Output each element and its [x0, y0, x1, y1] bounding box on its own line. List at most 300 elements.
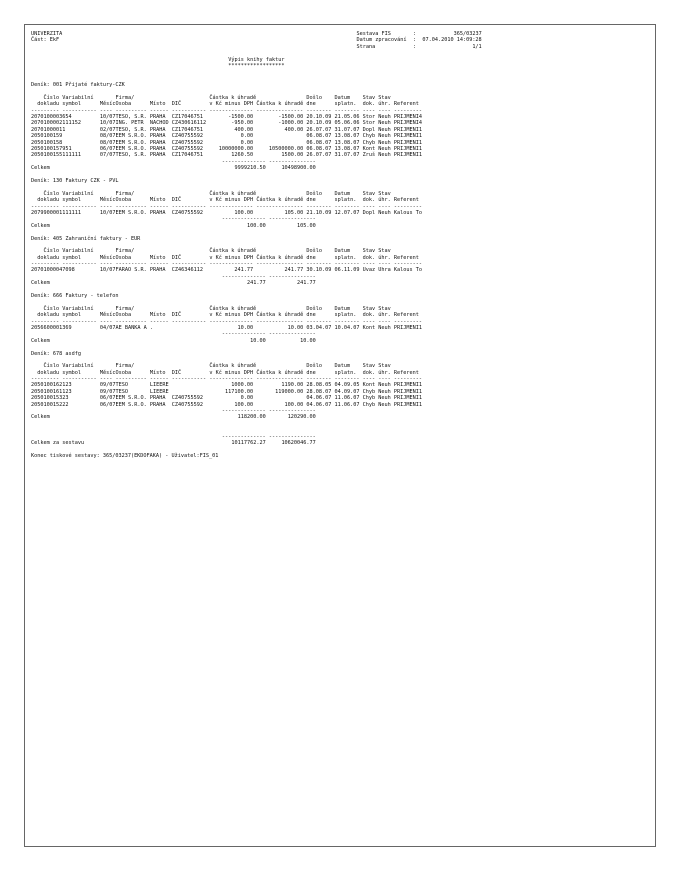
table-cell: -950.00 — [231, 120, 254, 127]
column-header: Částka k úhradě — [209, 305, 257, 312]
column-header: Místo — [149, 312, 166, 319]
rule-segment: -------- — [334, 318, 360, 325]
rule-segment: ---- — [362, 203, 376, 210]
table-cell: 02/07 — [99, 126, 116, 133]
table-cell: 1260.50 — [231, 152, 254, 159]
column-header: dne — [306, 312, 316, 319]
rule-segment: -------- — [334, 107, 360, 114]
rule-segment: --------------- — [268, 158, 316, 165]
table-cell: 654 — [62, 114, 72, 121]
rule-segment: ---- — [99, 203, 113, 210]
rule-segment: --------- — [393, 376, 423, 383]
rule-segment: ---- — [362, 261, 376, 268]
table-cell: PRAHA — [149, 133, 166, 140]
rule-segment: ---- — [362, 318, 376, 325]
column-header: Referent — [393, 101, 419, 108]
page-value: 1/1 — [472, 43, 482, 50]
column-header: Měsíc — [99, 254, 116, 261]
table-cell: Neuh — [378, 209, 391, 216]
column-header: Firma/ — [115, 94, 135, 101]
table-cell: 28.08.05 — [306, 382, 332, 389]
column-header: Referent — [393, 254, 419, 261]
table-cell: PRIJMENI1 — [393, 382, 423, 389]
rule-segment: -------------- — [209, 107, 254, 114]
column-header: splatn. — [334, 197, 357, 204]
column-header: v Kč minus DPH — [209, 254, 254, 261]
rule-segment: --------- — [393, 107, 423, 114]
table-cell: 26.07.07 — [306, 126, 332, 133]
table-cell: 369 — [62, 324, 72, 331]
column-header: Měsíc — [99, 101, 116, 108]
table-cell: 2070100002 — [31, 120, 63, 127]
table-cell: Neuh — [378, 120, 391, 127]
column-header: Datum — [334, 248, 351, 255]
column-header: Stav — [378, 305, 391, 312]
table-cell: Stor — [362, 120, 376, 127]
column-header: dok. — [362, 369, 376, 376]
report-title-underline-line — [31, 63, 482, 69]
table-cell: TESO, S.R. — [115, 114, 147, 121]
table-cell: Dopl — [362, 126, 376, 133]
column-header: dokladu — [37, 254, 60, 261]
column-header: úhr. — [378, 369, 391, 376]
org-part: Část: EkF — [31, 37, 60, 44]
table-cell: 06.11.09 — [334, 267, 360, 274]
column-header: Stav — [362, 190, 376, 197]
table-cell: 105.00 — [284, 209, 304, 216]
column-header: Osoba — [115, 254, 132, 261]
table-cell: PRAHA — [149, 126, 166, 133]
rule-segment: --------------- — [256, 318, 304, 325]
rule-segment: --------- — [31, 203, 60, 210]
rule-segment: --------------- — [268, 273, 316, 280]
column-header: úhr. — [378, 101, 391, 108]
column-header: dok. — [362, 312, 376, 319]
table-cell: 2070100003 — [31, 114, 63, 121]
table-cell: CZ46346112 — [171, 267, 204, 274]
table-cell: 03.04.07 — [306, 324, 332, 331]
rule-segment: --------------- — [256, 107, 304, 114]
table-cell: Chyb — [362, 395, 376, 402]
column-header: Stav — [378, 190, 391, 197]
rule-segment: ---- — [99, 107, 113, 114]
column-header: Referent — [393, 369, 419, 376]
org-name: UNIVERZITA — [31, 31, 63, 37]
column-header: Firma/ — [115, 190, 135, 197]
total-amount-net: 118200.00 — [237, 414, 266, 421]
table-cell: 117100.00 — [225, 388, 254, 395]
column-header: Měsíc — [99, 312, 116, 319]
section-title: Deník: 666 Faktury - telefon — [31, 293, 119, 300]
rule-segment: ---- — [378, 107, 391, 114]
table-cell: 10.00 — [237, 324, 254, 331]
rule-segment: ---- — [99, 261, 113, 268]
table-cell: 30.10.09 — [306, 267, 332, 274]
rule-segment: -------------- — [221, 433, 266, 440]
column-header: Osoba — [115, 312, 132, 319]
rule-segment: ------ — [149, 376, 169, 383]
table-cell: 2050100155 — [31, 152, 63, 159]
rule-segment: ---- — [378, 203, 391, 210]
table-cell: Stor — [362, 114, 376, 121]
column-header: dok. — [362, 101, 376, 108]
rule-segment: -------------- — [209, 203, 254, 210]
column-header: splatn. — [334, 254, 357, 261]
table-cell: PRIJMENI1 — [393, 133, 423, 140]
column-header: symbol — [62, 312, 82, 319]
total-amount-net: 10.00 — [250, 337, 266, 344]
column-header: splatn. — [334, 101, 357, 108]
table-cell: CZ430616112 — [171, 120, 207, 127]
table-cell: PRIJMENI1 — [393, 395, 423, 402]
grand-total-net: 10117762.27 — [231, 440, 266, 446]
rule-segment: --------------- — [268, 331, 316, 338]
table-cell: 951 — [62, 146, 72, 153]
table-cell: 06.08.07 — [306, 133, 332, 140]
rule-segment: ----------- — [62, 376, 97, 383]
column-header: DIČ — [171, 369, 182, 376]
rule-segment: ------ — [149, 203, 169, 210]
total-label: Celkem — [31, 414, 50, 421]
table-cell: CZ17046751 — [171, 126, 204, 133]
table-cell: CZ40755592 — [171, 139, 204, 146]
page-label: Strana — [356, 43, 376, 50]
rule-segment: ---------- — [115, 203, 147, 210]
table-cell: CZ17046751 — [171, 152, 204, 159]
rule-segment: --------- — [393, 318, 423, 325]
column-header: Variabilní — [62, 190, 94, 197]
table-cell: PRAHA — [149, 114, 166, 121]
table-cell: 123 — [62, 382, 72, 389]
table-cell: Kont — [362, 324, 376, 331]
column-header: dokladu — [37, 369, 60, 376]
column-header: DIČ — [171, 254, 182, 261]
total-amount-gross: 120290.00 — [287, 414, 316, 421]
column-header: symbol — [62, 369, 82, 376]
column-header: Došlo — [306, 94, 322, 101]
table-cell: 04/07 — [99, 324, 116, 331]
table-cell: PRAHA — [149, 401, 166, 408]
table-cell: TESO, S.R. — [115, 126, 147, 133]
table-cell: 2050100157 — [31, 146, 63, 153]
table-cell: 08/07 — [99, 139, 116, 146]
processed-label: Datum zpracování — [356, 37, 407, 44]
table-cell: PRAHA — [149, 139, 166, 146]
table-cell: Chyb — [362, 401, 376, 408]
table-cell: 2050100159 — [31, 133, 63, 140]
table-cell: PRAHA — [149, 146, 166, 153]
section-title-line — [31, 82, 482, 88]
table-cell: 400.00 — [284, 126, 304, 133]
column-header: Částka k úhradě — [256, 101, 304, 108]
table-cell: 23 — [62, 395, 69, 402]
table-cell: 08/07 — [99, 133, 116, 140]
column-header: Stav — [362, 248, 376, 255]
total-label: Celkem — [31, 222, 50, 229]
table-cell: 1000.00 — [231, 382, 254, 389]
rule-segment: -------- — [334, 376, 360, 383]
column-header: Částka k úhradě — [256, 254, 304, 261]
report-id-label: Sestava FIS — [356, 31, 391, 37]
column-header: dokladu — [37, 101, 60, 108]
rule-segment: -------- — [334, 203, 360, 210]
table-cell: PRAHA — [149, 209, 166, 216]
table-cell: 06/07 — [99, 395, 116, 402]
report-title: Výpis knihy faktur — [228, 56, 285, 63]
rule-segment: --------------- — [256, 261, 304, 268]
rule-segment: ---- — [99, 376, 113, 383]
table-cell: 7098 — [62, 267, 75, 274]
table-cell: 241.77 — [234, 267, 254, 274]
column-header: Částka k úhradě — [209, 190, 257, 197]
table-cell: 1500.00 — [281, 152, 304, 159]
table-cell: 04.09.07 — [334, 388, 360, 395]
column-header: DIČ — [171, 197, 182, 204]
rule-segment: --------- — [31, 318, 60, 325]
rule-segment: --------------- — [268, 433, 316, 440]
column-header: Variabilní — [62, 305, 94, 312]
section-title-line — [31, 293, 482, 299]
column-header: úhr. — [378, 312, 391, 319]
table-cell: CZ40755592 — [171, 146, 204, 153]
footer-line — [31, 453, 482, 459]
column-header: dne — [306, 101, 316, 108]
table-cell: Neuh — [378, 114, 391, 121]
column-header: Místo — [149, 101, 166, 108]
table-cell: Neuh — [378, 126, 391, 133]
column-header: v Kč minus DPH — [209, 101, 254, 108]
column-header: Osoba — [115, 197, 132, 204]
column-header: dok. — [362, 197, 376, 204]
table-cell: TESO — [115, 388, 128, 395]
table-cell: EEM S.R.O. — [115, 395, 147, 402]
column-header: Číslo — [43, 363, 60, 370]
table-cell: PRIJMENI4 — [393, 120, 423, 127]
total-label: Celkem — [31, 165, 50, 172]
table-cell: 04.06.07 — [306, 395, 332, 402]
table-cell: EEM S.R.O. — [115, 133, 147, 140]
invoice-book-report — [31, 31, 482, 459]
table-cell: 10.04.07 — [334, 324, 360, 331]
table-cell: 100.00 — [234, 401, 254, 408]
column-header: dne — [306, 254, 316, 261]
table-cell: 2079900001 — [31, 209, 63, 216]
table-cell: 13.08.07 — [334, 146, 360, 153]
column-header: Číslo — [43, 248, 60, 255]
table-cell: EEM S.R.O. — [115, 139, 147, 146]
table-cell: PRAHA — [149, 267, 166, 274]
column-header: dok. — [362, 254, 376, 261]
table-cell: 09/07 — [99, 382, 116, 389]
table-cell: 2050100153 — [31, 395, 63, 402]
table-cell: 09/07 — [99, 388, 116, 395]
table-cell: 111111 — [62, 209, 82, 216]
column-header: Částka k úhradě — [209, 94, 257, 101]
column-header: splatn. — [334, 312, 357, 319]
rule-segment: -------------- — [221, 331, 266, 338]
rule-segment: ---------- — [115, 107, 147, 114]
rule-segment: --------- — [31, 376, 60, 383]
column-header: Číslo — [43, 94, 60, 101]
table-cell: PRIJMENI1 — [393, 324, 423, 331]
section-title: Deník: 405 Zahraniční faktury - EUR — [31, 235, 141, 242]
table-cell: 06/07 — [99, 146, 116, 153]
table-cell: 20.10.09 — [306, 120, 332, 127]
column-header: Datum — [334, 305, 351, 312]
column-header: dokladu — [37, 312, 60, 319]
rule-segment: ----------- — [62, 261, 97, 268]
column-header: v Kč minus DPH — [209, 369, 254, 376]
column-header: úhr. — [378, 254, 391, 261]
column-header: Měsíc — [99, 197, 116, 204]
column-header: DIČ — [171, 101, 182, 108]
column-header: Stav — [362, 94, 376, 101]
table-cell: Neuh — [378, 146, 391, 153]
report-id-value: 365/03237 — [453, 31, 482, 37]
rule-segment: -------- — [306, 318, 332, 325]
table-cell: Uvaz — [362, 267, 376, 274]
report-footer: Konec tiskové sestavy: 365/03237(EKDOFAKA) - Uživatel:FIS_01 — [31, 452, 219, 459]
table-cell: 123 — [62, 388, 72, 395]
table-cell: 400.00 — [234, 126, 254, 133]
column-header: Referent — [393, 197, 419, 204]
processed-sep: : — [412, 37, 416, 44]
section-title-line — [31, 351, 482, 357]
table-cell: ING. PETR — [115, 120, 144, 127]
header-line — [31, 44, 482, 50]
table-cell: CZ40755592 — [171, 401, 204, 408]
rule-segment: ----------- — [62, 318, 97, 325]
table-cell: Neuh — [378, 382, 391, 389]
table-cell: PRIJMENI1 — [393, 146, 423, 153]
table-cell: 2070100004 — [31, 267, 63, 274]
column-header: Číslo — [43, 305, 60, 312]
rule-segment: -------------- — [221, 273, 266, 280]
column-header: symbol — [62, 101, 82, 108]
table-cell: 1190.00 — [281, 382, 304, 389]
processed-value: 07.04.2010 14:09:28 — [422, 37, 482, 44]
table-cell: Neuh — [378, 388, 391, 395]
section-title-line — [31, 178, 482, 184]
rule-segment: ----------- — [171, 318, 207, 325]
rule-segment: --------------- — [268, 408, 316, 415]
table-cell: 10/07 — [99, 209, 116, 216]
table-cell: 11.06.07 — [334, 401, 360, 408]
rule-segment: -------- — [306, 107, 332, 114]
table-cell: 06.08.07 — [306, 146, 332, 153]
rule-segment: ------ — [149, 107, 169, 114]
total-label: Celkem — [31, 280, 50, 287]
column-header: Stav — [378, 363, 391, 370]
table-cell: 100.00 — [234, 209, 254, 216]
table-cell: PRAHA — [149, 152, 166, 159]
column-header: Firma/ — [115, 363, 135, 370]
column-header: v Kč minus DPH — [209, 312, 254, 319]
rule-segment: --------- — [31, 107, 60, 114]
table-cell: TESO, S.R. — [115, 152, 147, 159]
table-cell: 21.10.09 — [306, 209, 332, 216]
column-header: úhr. — [378, 197, 391, 204]
table-cell: Neuh — [378, 395, 391, 402]
table-cell: 10/07 — [99, 267, 116, 274]
total-amount-gross: 10498900.00 — [281, 165, 316, 172]
column-header: Došlo — [306, 363, 322, 370]
total-label: Celkem — [31, 337, 50, 344]
table-cell: Neuh — [378, 401, 391, 408]
table-cell: 04.09.05 — [334, 382, 360, 389]
table-cell: Neuh — [378, 324, 391, 331]
report-title-underline: ****************** — [228, 62, 285, 69]
rule-segment: -------------- — [221, 216, 266, 223]
column-header: DIČ — [171, 312, 182, 319]
column-header: dokladu — [37, 197, 60, 204]
table-cell: PRIJMENI1 — [393, 139, 423, 146]
table-cell: 31.07.07 — [334, 152, 360, 159]
rule-segment: -------------- — [221, 408, 266, 415]
table-cell: 2050100162 — [31, 382, 63, 389]
table-cell: 26.07.07 — [306, 152, 332, 159]
table-cell: 10500000.00 — [268, 146, 304, 153]
rule-segment: ----------- — [62, 203, 97, 210]
column-header: v Kč minus DPH — [209, 197, 254, 204]
column-header: Částka k úhradě — [256, 197, 304, 204]
table-cell: Neuh — [378, 133, 391, 140]
rule-segment: ----------- — [171, 203, 207, 210]
rule-segment: ---------- — [115, 318, 147, 325]
rule-segment: --------- — [31, 261, 60, 268]
column-header: symbol — [62, 254, 82, 261]
column-header: Došlo — [306, 305, 322, 312]
rule-segment: -------- — [334, 261, 360, 268]
table-cell: CZ40755592 — [171, 395, 204, 402]
table-cell: 11.06.07 — [334, 395, 360, 402]
total-amount-net: 241.77 — [246, 280, 266, 287]
table-cell: . — [149, 324, 154, 331]
table-cell: PRIJMENI4 — [393, 114, 423, 121]
rule-segment: ----------- — [171, 107, 207, 114]
rule-segment: -------- — [306, 376, 332, 383]
column-header: Datum — [334, 190, 351, 197]
column-header: Stav — [378, 94, 391, 101]
rule-segment: -------------- — [209, 318, 254, 325]
table-cell: EEM S.R.O. — [115, 209, 147, 216]
rule-segment: ---- — [378, 318, 391, 325]
column-header: Referent — [393, 312, 419, 319]
table-cell: 12.07.07 — [334, 209, 360, 216]
table-cell: CZ17046751 — [171, 114, 204, 121]
table-cell: 28.08.07 — [306, 388, 332, 395]
table-cell: CZ40755592 — [171, 133, 204, 140]
column-header: Stav — [362, 305, 376, 312]
table-cell: 111152 — [62, 120, 82, 127]
column-header: Variabilní — [62, 248, 94, 255]
table-cell: 21.05.06 — [334, 114, 360, 121]
rule-segment: --------- — [393, 261, 423, 268]
section-title-line — [31, 236, 482, 242]
total-amount-gross: 105.00 — [297, 222, 316, 229]
table-cell: PRIJMENI1 — [393, 401, 423, 408]
rule-segment: ------ — [149, 261, 169, 268]
total-amount-gross: 10.00 — [300, 337, 316, 344]
rule-segment: ---- — [99, 318, 113, 325]
table-cell: -1500.00 — [228, 114, 254, 121]
table-cell: 10/07 — [99, 120, 116, 127]
table-cell: Kont — [362, 146, 376, 153]
table-cell: 2050100158 — [31, 139, 63, 146]
section-title: Deník: 130 Faktury CZK - PVL — [31, 177, 119, 184]
rule-segment: ----------- — [62, 107, 97, 114]
table-cell: 07/07 — [99, 152, 116, 159]
